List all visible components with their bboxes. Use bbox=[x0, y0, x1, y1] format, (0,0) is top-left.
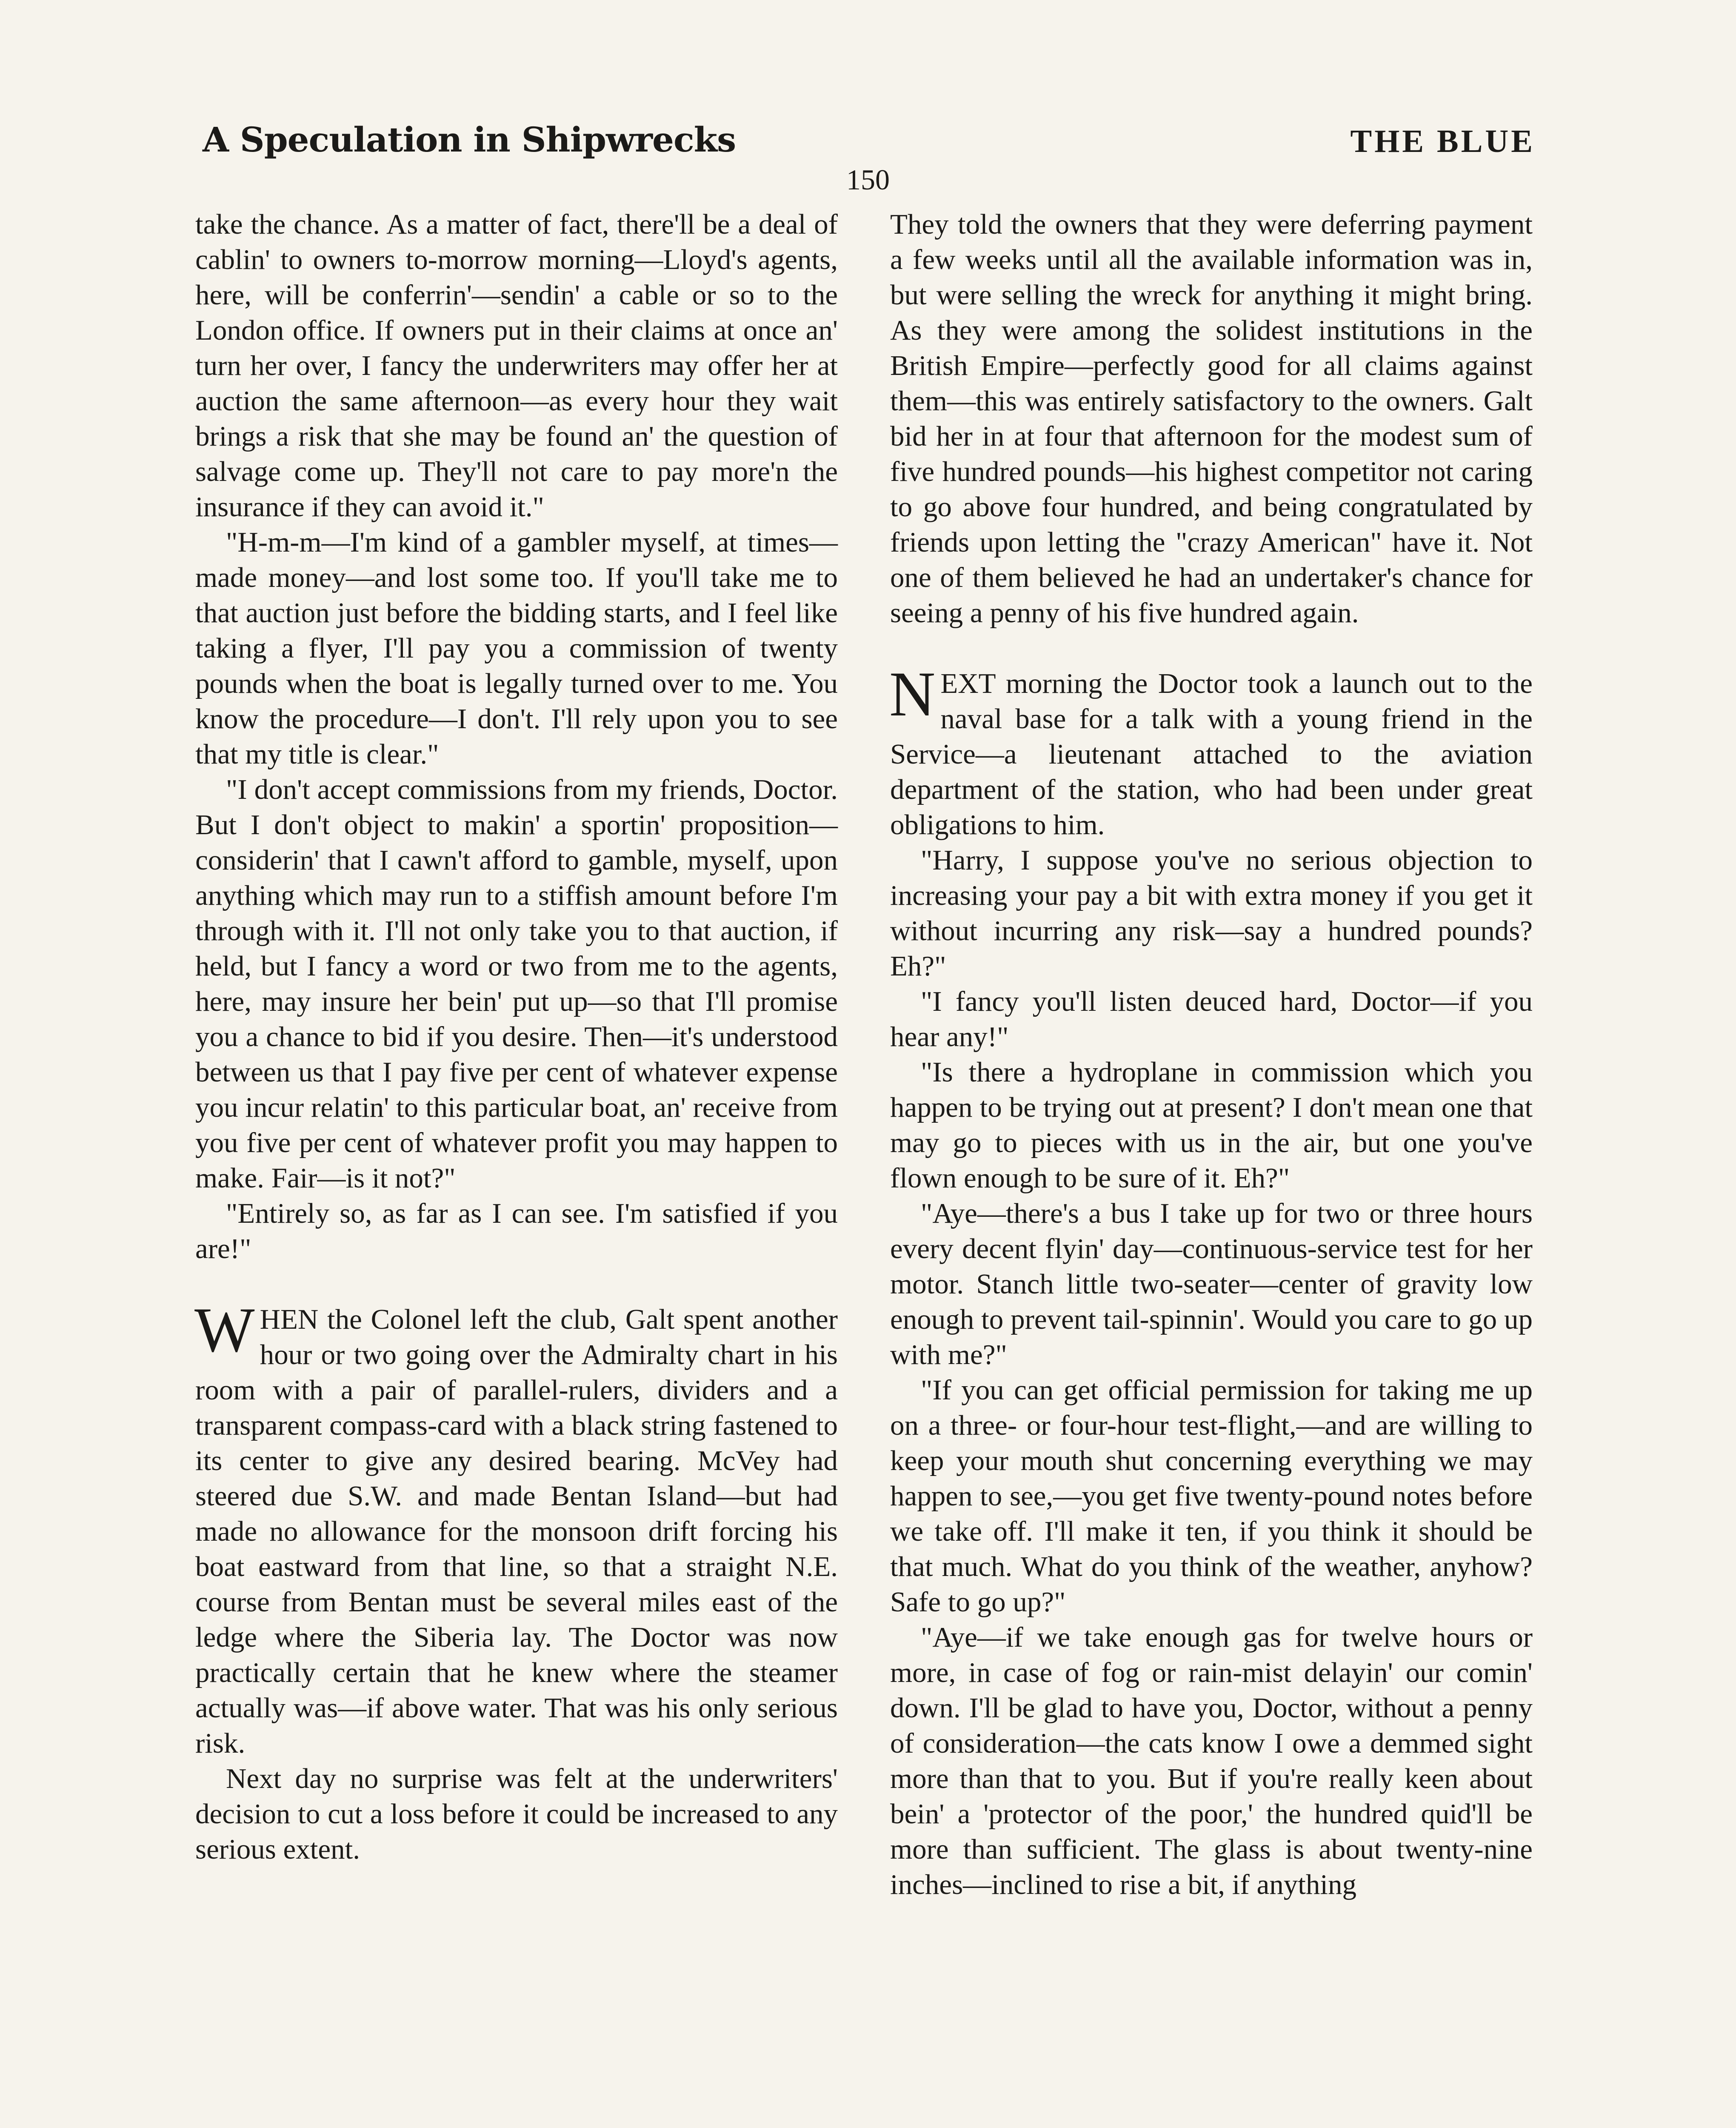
paragraph: Next day no surprise was felt at the underwriters' decision to cut a loss before it could be increased to any serious extent. bbox=[195, 1763, 838, 1865]
page-number: 150 bbox=[846, 163, 890, 196]
paragraph: "Aye—there's a bus I take up for two or three hours every decent flyin' day—continuous-service test for her motor. Stanch little two-seater—center of gravity low enough to prevent tail-spinnin'. Would you care to go up with me?" bbox=[890, 1198, 1533, 1370]
paragraph: "Entirely so, as far as I can see. I'm satisfied if you are!" bbox=[195, 1198, 838, 1264]
paragraph-text: HEN the Colonel left the club, Galt spent another hour or two going over the Admiralty chart in his room with a pair of parallel-rulers, dividers and a transparent compass-card with a black string fastened to its center to give any desired bearing. McVey had steered due S.W. and made Bentan Island—but had made no allowance for the monsoon drift forcing his boat eastward from that line, so that a straight N.E. course from Bentan must be several miles east of the ledge where the Siberia lay. The Doctor was now practically certain that he knew where the steamer actually was—if above water. That was his only serious risk. bbox=[195, 1304, 838, 1759]
left-column bbox=[195, 207, 838, 1867]
paragraph: "H-m-m—I'm kind of a gambler myself, at times—made money—and lost some too. If you'll take me to that auction just before the bidding starts, and I feel like taking a flyer, I'll pay you a commission of twenty pounds when the boat is legally turned over to me. You know the procedure—I don't. I'll rely upon you to see that my title is clear." bbox=[195, 526, 838, 770]
paragraph: "Is there a hydroplane in commission which you happen to be trying out at present? I don't mean one that may go to pieces with us in the air, but one you've flown enough to be sure of it. Eh?" bbox=[890, 1056, 1533, 1194]
paragraph-text: EXT morning the Doctor took a launch out to the naval base for a talk with a young friend in the Service—a lieutenant attached to the aviation department of the station, who had been under great obligations to him. bbox=[890, 668, 1533, 841]
paragraph: "Aye—if we take enough gas for twelve hours or more, in case of fog or rain-mist delayin' our comin' down. I'll be glad to have you, Doctor, without a penny of consideration—the cats know I owe a demmed sight more than that to you. But if you're really keen about bein' a 'protector of the poor,' the hundred quid'll be more than sufficient. The glass is about twenty-nine inches—inclined to rise a bit, if anything bbox=[890, 1622, 1533, 1900]
drop-cap: W bbox=[194, 1295, 255, 1365]
paragraph: They told the owners that they were deferring payment a few weeks until all the available information was in, but were selling the wreck for anything it might bring. As they were among the solidest institutions in the British Empire—perfectly good for all claims against them—this was entirely satisfactory to the owners. Galt bid her in at four that afternoon for the modest sum of five hundred pounds—his highest competitor not caring to go above four hundred, and being congratulated by friends upon letting the "crazy American" have it. Not one of them believed he had an undertaker's chance for seeing a penny of his five hundred again. bbox=[890, 209, 1533, 629]
right-column bbox=[890, 207, 1533, 1902]
magazine-name: THE BLUE bbox=[1350, 123, 1535, 159]
paragraph: "I fancy you'll listen deuced hard, Doctor—if you hear any!" bbox=[890, 986, 1533, 1053]
section-paragraph bbox=[194, 1295, 838, 1761]
paragraph: take the chance. As a matter of fact, there'll be a deal of cablin' to owners to-morrow morning—Lloyd's agents, here, will be conferrin'—sendin' a cable or so to the London office. If owners put in their claims at once an' turn her over, I fancy the underwriters may offer her at auction the same afternoon—as every hour they wait brings a risk that she may be found an' the question of salvage come up. They'll not care to pay more'n the insurance if they can avoid it." bbox=[195, 209, 838, 523]
paragraph: "I don't accept commissions from my friends, Doctor. But I don't object to makin' a sportin' proposition—considerin' that I cawn't afford to gamble, myself, upon anything which may run to a stiffish amount before I'm through with it. I'll not only take you to that auction, if held, but I fancy a word or two from me to the agents, here, may insure her bein' put up—so that I'll promise you a chance to bid if you desire. Then—it's understood between us that I pay five per cent of whatever expense you incur relatin' to this particular boat, an' receive from you five per cent of whatever profit you may happen to make. Fair—is it not?" bbox=[195, 774, 838, 1194]
story-title: A Speculation in Shipwrecks bbox=[203, 120, 736, 160]
paragraph: "If you can get official permission for taking me up on a three- or four-hour test-flight,—and are willing to keep your mouth shut concerning everything we may happen to see,—you get five twenty-pound notes before we take off. I'll make it ten, if you think it should be that much. What do you think of the weather, anyhow? Safe to go up?" bbox=[890, 1374, 1533, 1618]
paragraph: "Harry, I suppose you've no serious objection to increasing your pay a bit with extra money if you get it without incurring any risk—say a hundred pounds? Eh?" bbox=[890, 844, 1533, 982]
drop-cap: N bbox=[889, 659, 936, 729]
section-paragraph bbox=[889, 659, 1533, 843]
